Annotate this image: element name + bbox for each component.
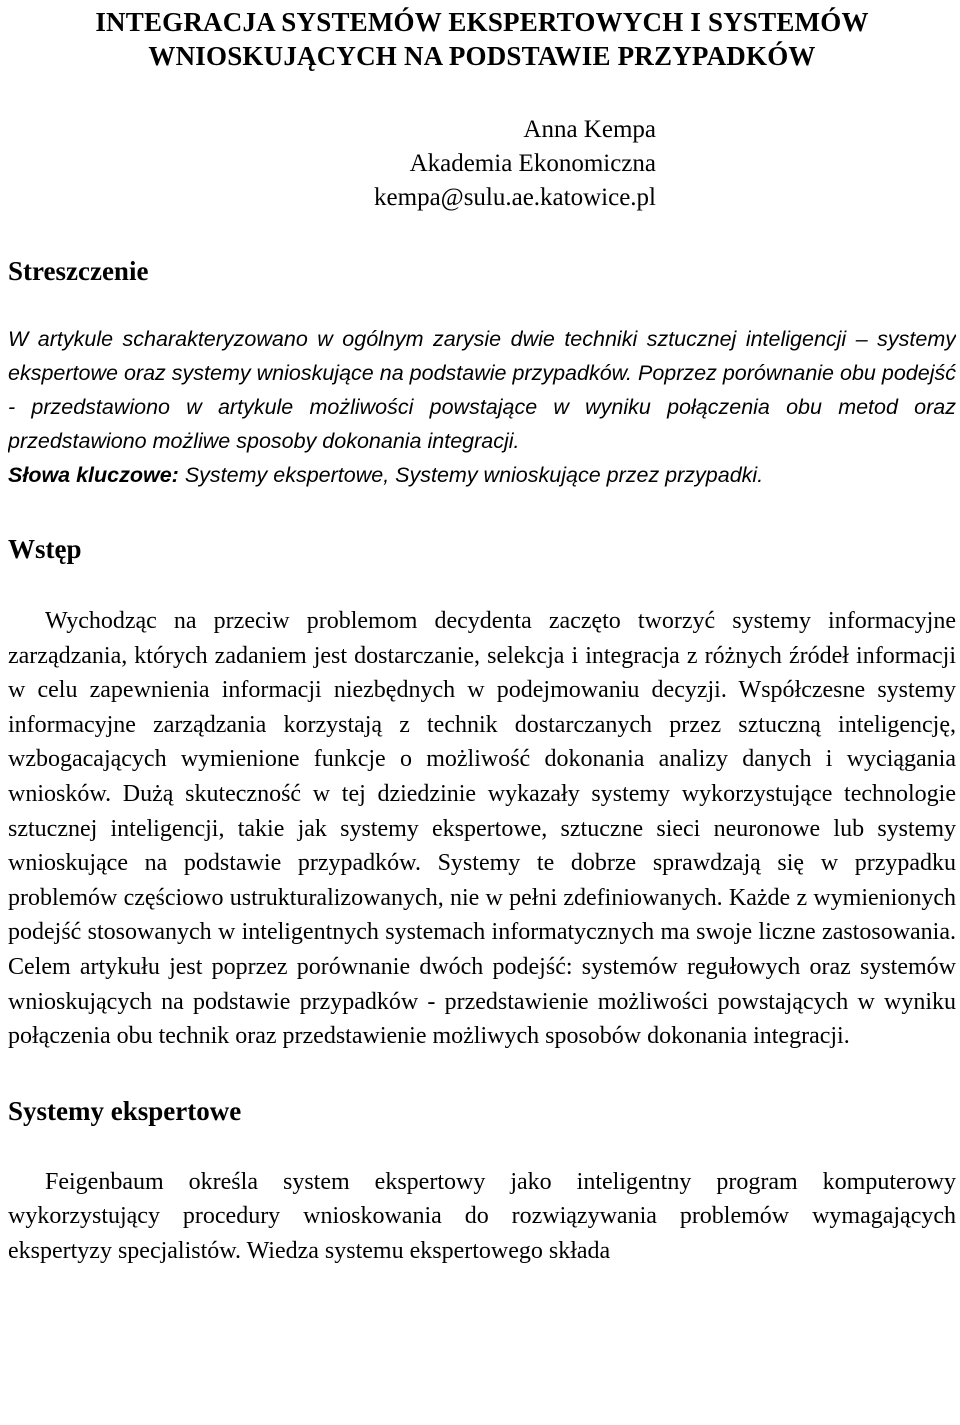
- paper-title-line-1: INTEGRACJA SYSTEMÓW EKSPERTOWYCH I SYSTEMÓW: [95, 7, 869, 37]
- keywords-line: [8, 458, 956, 492]
- intro-heading: Wstęp: [8, 534, 82, 564]
- expert-systems-heading: Systemy ekspertowe: [8, 1095, 242, 1126]
- author-name: Anna Kempa: [523, 116, 656, 143]
- paper-title: [8, 5, 956, 73]
- abstract-heading: Streszczenie: [8, 256, 149, 286]
- expert-systems-paragraph: Feigenbaum określa system ekspertowy jako inteligentny program komputerowy wykorzystujący procedury wnioskowania do rozwiązywania problemów wymagających ekspertyzy specjalistów. Wiedza systemu ekspertowego składa: [8, 1168, 956, 1264]
- author-block: [316, 113, 656, 215]
- paper-title-line-2: WNIOSKUJĄCYCH NA PODSTAWIE PRZYPADKÓW: [148, 41, 816, 71]
- keywords-text: Systemy ekspertowe, Systemy wnioskujące przez przypadki.: [184, 463, 764, 487]
- intro-paragraph: Wychodząc na przeciw problemom decydenta zaczęto tworzyć systemy informacyjne zarządzania, których zadaniem jest dostarczanie, selekcja i integracja z różnych źródeł informacji w celu zapewnienia informacji niezbędnych w podejmowaniu decyzji. Współczesne systemy informacyjne zarządzania korzystają z technik dostarczanych przez sztuczną inteligencję, wzbogacających wymienione funkcje o możliwość dokonania analizy danych i wyciągania wniosków. Dużą skuteczność w tej dziedzinie wykazały systemy wykorzystujące technologie sztucznej inteligencji, takie jak systemy ekspertowe, sztuczne sieci neuronowe lub systemy wnioskujące na podstawie przypadków. Systemy te dobrze sprawdzają się w przypadku problemów częściowo ustrukturalizowanych, nie w pełni zdefiniowanych. Każde z wymienionych podejść stosowanych w inteligentnych systemach informatycznych ma swoje liczne zastosowania. Celem artykułu jest poprzez porównanie dwóch podejść: systemów regułowych oraz systemów wnioskujących na podstawie przypadków - przedstawienie możliwości powstających w wyniku połączenia obu technik oraz przedstawienie możliwych sposobów dokonania integracji.: [8, 608, 956, 1050]
- abstract-section: [8, 322, 956, 492]
- keywords-label: Słowa kluczowe:: [8, 463, 179, 487]
- abstract-text: W artykule scharakteryzowano w ogólnym zarysie dwie techniki sztucznej inteligencji – systemy ekspertowe oraz systemy wnioskujące na podstawie przypadków. Poprzez porównanie obu podejść - przedstawiono w artykule możliwości powstające w wyniku połączenia obu metod oraz przedstawiono możliwe sposoby dokonania integracji.: [8, 327, 956, 453]
- author-affiliation: Akademia Ekonomiczna: [409, 150, 656, 177]
- paper-page: [8, 0, 956, 1425]
- author-email: kempa@sulu.ae.katowice.pl: [374, 184, 656, 211]
